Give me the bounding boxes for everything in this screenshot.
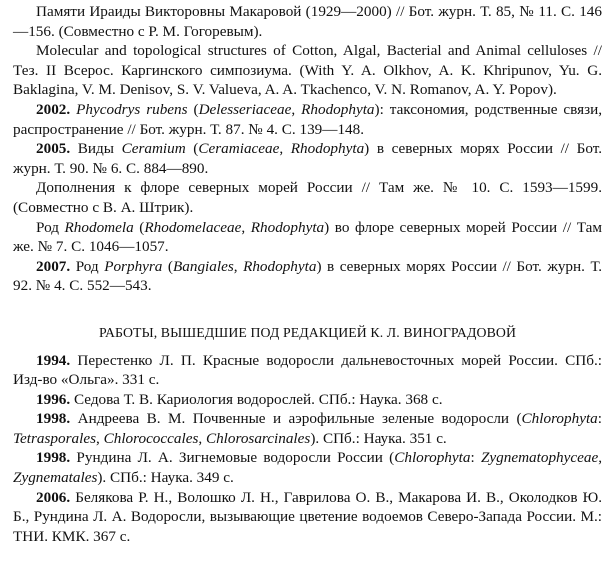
- bibliography-entry: [13, 178, 602, 217]
- taxon-name: Tetrasporales: [13, 429, 96, 447]
- taxon-name: Bangiales: [172, 257, 234, 275]
- bibliography-entry: [13, 390, 602, 410]
- entry-text: Molecular and topological structures of Cotton, Algal, Bacterial and Animal celluloses // Тез. II Всерос. Каргинского симпозиума. (With Y. A. Olkhov, A. K. Khripunov, Yu. G. Baklagina, V. M. Denisov, S. V. Valueva, A. A. Tkachenco, V. N. Romanov, A. Y. Popov).: [13, 42, 602, 99]
- bibliography-entry: [13, 100, 602, 139]
- bibliography-entry: [13, 139, 602, 178]
- entry-text: ,: [279, 140, 291, 158]
- entry-year: 2006.: [36, 488, 71, 506]
- entry-text: ,: [233, 257, 244, 275]
- entry-year: 1998.: [36, 410, 71, 428]
- bibliography-entry: [13, 2, 602, 41]
- taxon-name: Porphyra: [104, 257, 163, 275]
- entry-text: ): таксономия, родственные связи, распространение // Бот. журн. Т. 87. № 4. С. 139—148.: [13, 100, 603, 138]
- entry-text: ) в северных морях России // Бот. журн. Т. 90. № 6. С. 884—890.: [13, 140, 603, 177]
- bibliography-entry: [13, 488, 602, 547]
- taxon-name: Chlorosarcinales: [205, 429, 311, 447]
- entry-year: 2005.: [36, 140, 71, 158]
- entry-text: Род: [36, 218, 65, 236]
- entry-text: ,: [598, 449, 602, 467]
- taxon-name: Chlorophyta: [521, 410, 598, 428]
- entry-year: 1996.: [36, 390, 71, 408]
- entry-text: ,: [96, 429, 104, 447]
- entry-text: ,: [291, 100, 302, 118]
- bibliography-entry: [13, 218, 602, 257]
- entry-year: 1998.: [36, 449, 71, 467]
- bibliography-entry: [13, 351, 602, 390]
- entry-year: 2007.: [36, 257, 71, 275]
- taxon-name: Delesseriaceae: [198, 100, 292, 118]
- entry-text: (: [133, 218, 145, 236]
- taxon-name: Rhodomelaceae: [144, 218, 242, 236]
- entry-text: (: [162, 257, 173, 275]
- entry-text: Перестенко Л. П. Красные водоросли дальневосточных морей России. СПб.: Изд-во «Ольга». 331 с.: [13, 351, 603, 389]
- taxon-name: Ceramium: [121, 140, 186, 158]
- entry-text: ). СПб.: Наука. 351 с.: [310, 429, 447, 447]
- taxon-name: Zygnematales: [13, 469, 98, 487]
- taxon-name: Phycodrys rubens: [76, 100, 188, 118]
- taxon-name: Rhodophyta: [250, 218, 325, 236]
- entry-text: Белякова Р. Н., Волошко Л. Н., Гаврилова О. В., Макарова И. В., Околодков Ю. Б., Рундина Л. А. Водоросли, вызывающие цветение водоемов Северо-Запада России. М.: ТНИ. КМК. 367 с.: [13, 488, 603, 545]
- entry-text: ,: [198, 429, 206, 447]
- entry-text: :: [470, 449, 481, 467]
- entry-text: :: [597, 410, 603, 428]
- entry-year: 1994.: [36, 351, 71, 369]
- taxon-name: Rhodomela: [64, 218, 134, 236]
- bibliography-entry: [13, 257, 602, 296]
- taxon-name: Chlorophyta: [394, 449, 471, 467]
- taxon-name: Chlorococcales: [103, 429, 199, 447]
- entry-text: (: [185, 140, 199, 158]
- section-heading: РАБОТЫ, ВЫШЕДШИЕ ПОД РЕДАКЦИЕЙ К. Л. ВИНОГРАДОВОЙ: [98, 324, 517, 340]
- entry-text: Седова Т. В. Кариология водорослей. СПб.: Наука. 368 с.: [73, 390, 443, 408]
- taxon-name: Ceramiaceae: [198, 140, 280, 158]
- taxon-name: Rhodophyta: [290, 140, 365, 158]
- entry-text: Памяти Ираиды Викторовны Макаровой (1929—2000) // Бот. журн. Т. 85, № 11. С. 146—156. (Совместно с Р. М. Гогоревым).: [13, 3, 602, 40]
- entry-text: Род: [75, 257, 105, 275]
- entry-year: 2002.: [36, 100, 71, 118]
- entry-text: Рундина Л. А. Зигнемовые водоросли России (: [76, 449, 395, 467]
- entry-text: ) в северных морях России // Бот. журн. Т. 92. № 4. С. 552—543.: [13, 257, 603, 295]
- entry-text: Дополнения к флоре северных морей России // Там же. № 10. С. 1593—1599. (Совместно с В. А. Штрик).: [13, 179, 602, 216]
- entry-text: Виды: [77, 140, 122, 158]
- bibliography-entry: [13, 448, 602, 487]
- edited-works-list: [13, 351, 602, 547]
- taxon-name: Rhodophyta: [301, 100, 375, 118]
- taxon-name: Rhodophyta: [243, 257, 317, 275]
- entry-text: ). СПб.: Наука. 349 с.: [97, 469, 234, 487]
- taxon-name: Zygnematophyceae: [480, 449, 599, 467]
- entry-text: ,: [241, 218, 251, 236]
- entry-text: (: [187, 100, 199, 118]
- publication-list: [13, 2, 602, 296]
- bibliography-entry: [13, 409, 602, 448]
- entry-text: ) во флоре северных морей России // Там же. № 7. С. 1046—1057.: [13, 218, 602, 256]
- bibliography-entry: [13, 41, 602, 100]
- entry-text: Андреева В. М. Почвенные и аэрофильные зеленые водоросли (: [77, 410, 522, 428]
